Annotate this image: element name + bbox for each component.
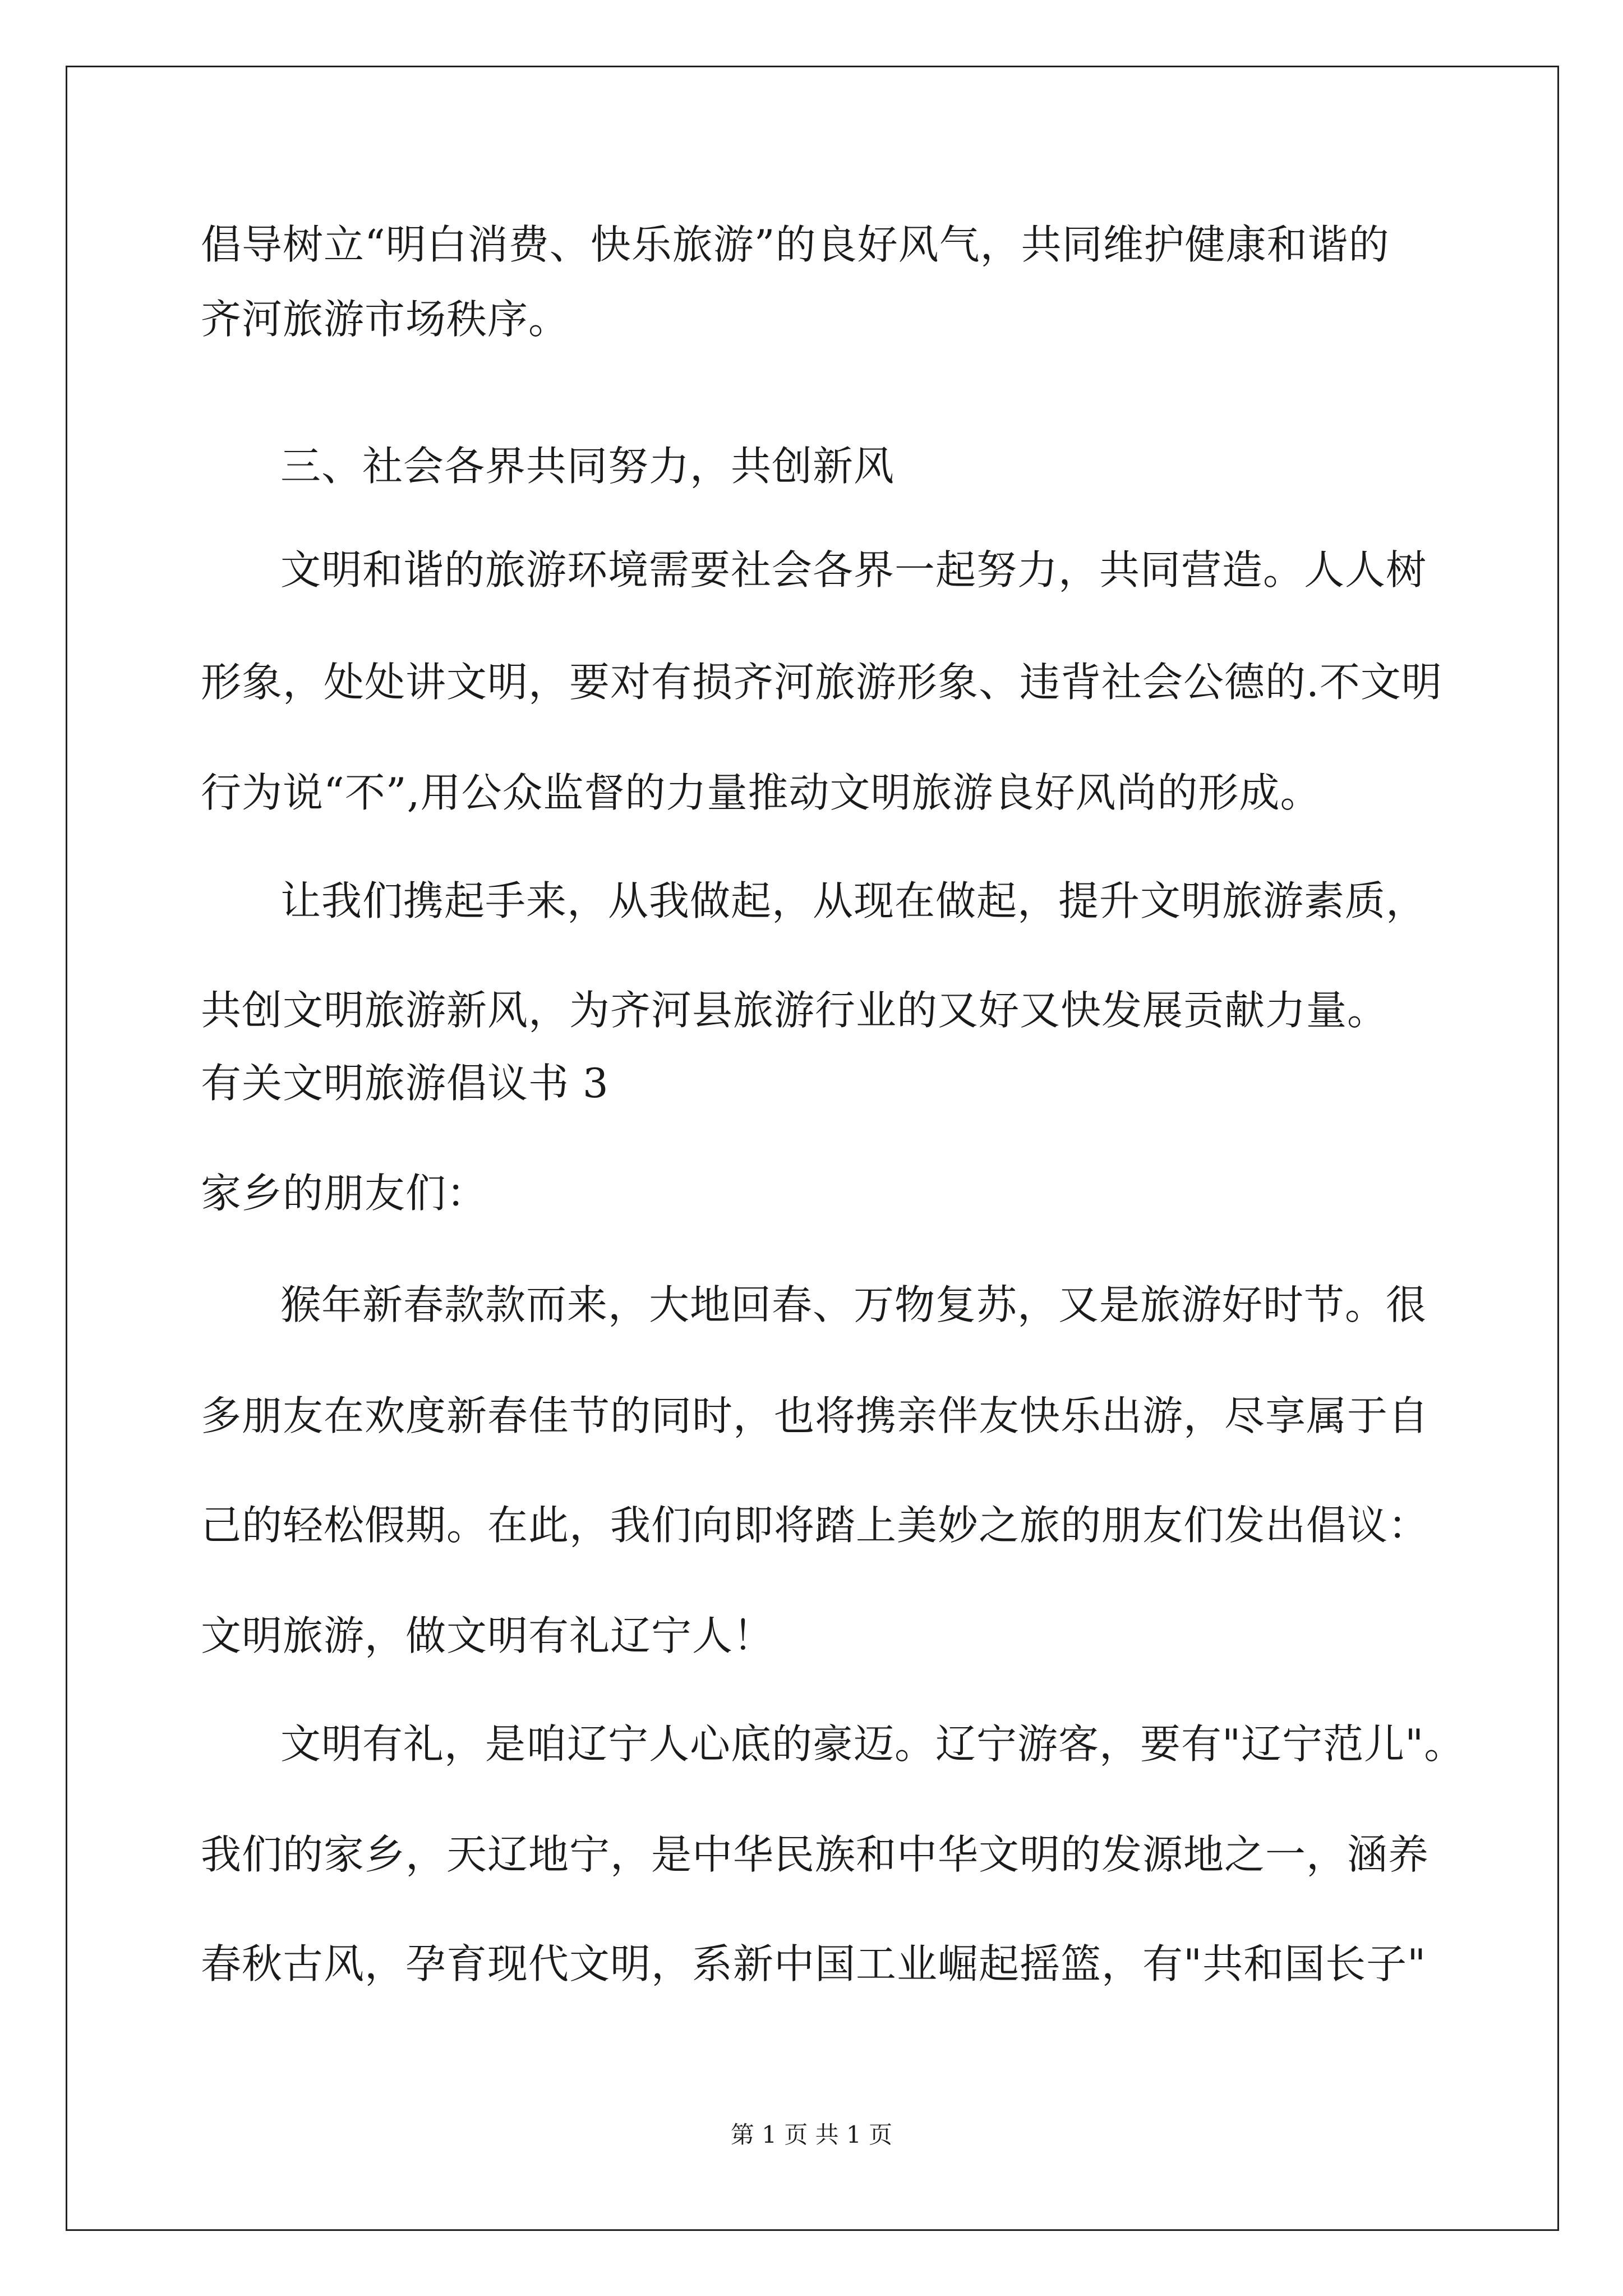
- paragraph-line: 己的轻松假期。在此，我们向即将踏上美妙之旅的朋友们发出倡议：: [201, 1502, 1430, 1549]
- paragraph-line: 文明旅游，做文明有礼辽宁人！: [201, 1612, 774, 1659]
- paragraph-line: 倡导树立“明白消费、快乐旅游”的良好风气，共同维护健康和谐的: [201, 221, 1390, 268]
- paragraph-line: 猴年新春款款而来，大地回春、万物复苏，又是旅游好时节。很: [280, 1281, 1427, 1328]
- paragraph-line: 形象，处处讲文明，要对有损齐河旅游形象、违背社会公德的.不文明: [201, 659, 1442, 706]
- page-indicator: 第 1 页 共 1 页: [730, 2121, 893, 2148]
- paragraph-line: 让我们携起手来，从我做起，从现在做起，提升文明旅游素质，: [280, 877, 1427, 924]
- section-heading: 三、社会各界共同努力，共创新风: [280, 443, 895, 490]
- paragraph-line: 春秋古风，孕育现代文明，系新中国工业崛起摇篮，有"共和国长子": [201, 1940, 1427, 1987]
- paragraph-line: 文明和谐的旅游环境需要社会各界一起努力，共同营造。人人树: [280, 546, 1427, 593]
- salutation: 家乡的朋友们：: [201, 1170, 488, 1217]
- paragraph-line: 多朋友在欢度新春佳节的同时，也将携亲伴友快乐出游，尽享属于自: [201, 1392, 1430, 1439]
- document-title: 有关文明旅游倡议书 3: [201, 1060, 609, 1107]
- page-frame: [66, 66, 1559, 2231]
- paragraph-line: 我们的家乡，天辽地宁，是中华民族和中华文明的发源地之一，涵养: [201, 1831, 1430, 1878]
- paragraph-line: 齐河旅游市场秩序。: [201, 296, 570, 343]
- paragraph-line: 行为说“不”,用公众监督的力量推动文明旅游良好风尚的形成。: [201, 769, 1321, 816]
- paragraph-line: 文明有礼，是咱辽宁人心底的豪迈。辽宁游客，要有"辽宁范儿"。: [280, 1720, 1465, 1768]
- paragraph-line: 共创文明旅游新风，为齐河县旅游行业的又好又快发展贡献力量。: [201, 987, 1389, 1034]
